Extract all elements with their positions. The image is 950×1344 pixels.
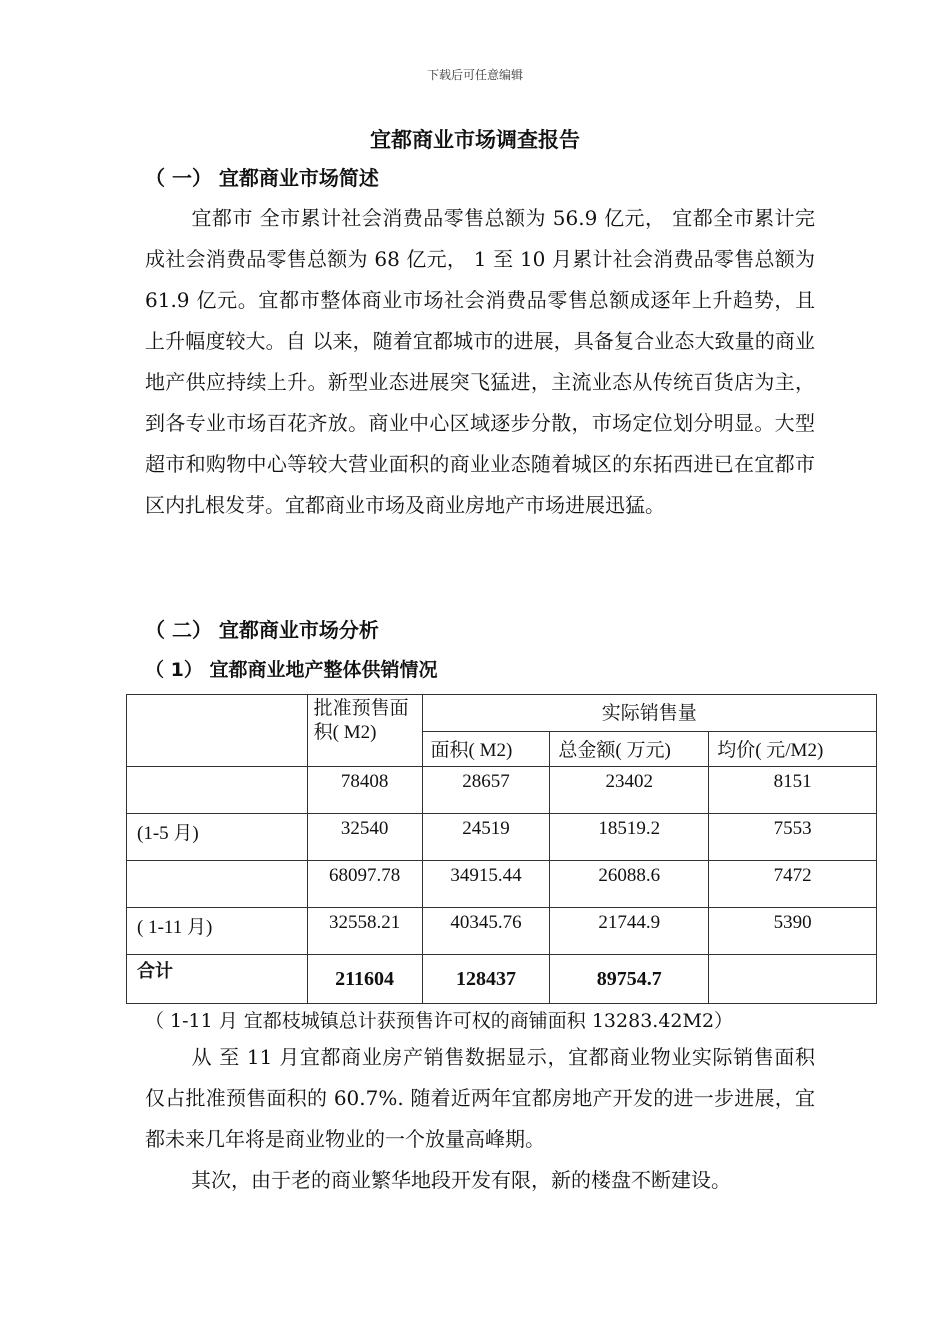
cell-amount: 23402	[550, 767, 709, 814]
section2-heading: （ 二） 宜都商业市场分析	[145, 618, 379, 642]
table-row	[127, 814, 877, 861]
cell-area: 34915.44	[422, 861, 550, 908]
cell-area: 24519	[422, 814, 550, 861]
cell-area: 28657	[422, 767, 550, 814]
cell-price: 8151	[709, 767, 877, 814]
cell-area: 40345.76	[422, 908, 550, 955]
section1-paragraph-text: 宜都市 全市累计社会消费品零售总额为 56.9 亿元， 宜都全市累计完成社会消费品零售总额为 68 亿元， 1 至 10 月累计社会消费品零售总额为 61.9 亿元。宜都市整体商业市场社会消费品零售总额成逐年上升趋势，且上升幅度较大。自 以来，随着宜都城市的进展，具备复合业态大致量的商业地产供应持续上升。新型业态进展突飞猛进，主流业态从传统百货店为主，到各专业市场百花齐放。商业中心区域逐步分散，市场定位划分明显。大型超市和购物中心等较大营业面积的商业业态随着城区的东拓西进已在宜都市区内扎根发芽。宜都商业市场及商业房地产市场进展迅猛。	[145, 206, 815, 517]
table-row	[127, 767, 877, 814]
total-amount: 89754.7	[550, 955, 709, 1004]
cell-price: 5390	[709, 908, 877, 955]
row-label: ( 1-11 月)	[127, 908, 308, 955]
row-label	[127, 767, 308, 814]
col-actual-header: 实际销售量	[422, 695, 876, 732]
row-label: (1-5 月)	[127, 814, 308, 861]
cell-amount: 21744.9	[550, 908, 709, 955]
col-approved-header: 批准预售面积( M2)	[307, 695, 422, 767]
cell-approved: 32558.21	[307, 908, 422, 955]
cell-approved: 32540	[307, 814, 422, 861]
table-row	[127, 861, 877, 908]
section1-heading: （ 一） 宜都商业市场简述	[145, 166, 379, 190]
table-row	[127, 908, 877, 955]
cell-amount: 18519.2	[550, 814, 709, 861]
total-area: 128437	[422, 955, 550, 1004]
cell-price: 7472	[709, 861, 877, 908]
cell-price: 7553	[709, 814, 877, 861]
total-price	[709, 955, 877, 1004]
section1-paragraph	[145, 198, 815, 526]
col-amount-header: 总金额( 万元)	[550, 732, 709, 767]
total-label: 合计	[127, 955, 308, 1004]
paragraph-3	[145, 1160, 815, 1201]
paragraph-2-text: 从 至 11 月宜都商业房产销售数据显示，宜都商业物业实际销售面积仅占批准预售面积的 60.7%. 随着近两年宜都房地产开发的进一步进展，宜都未来几年将是商业物业的一个放量高峰期。	[145, 1045, 815, 1151]
table-corner-cell	[127, 695, 308, 767]
document-title: 宜都商业市场调查报告	[370, 128, 580, 152]
row-label	[127, 861, 308, 908]
cell-amount: 26088.6	[550, 861, 709, 908]
paragraph-2	[145, 1037, 815, 1160]
table-total-row	[127, 955, 877, 1004]
col-area-header: 面积( M2)	[422, 732, 550, 767]
paragraph-3-text: 其次，由于老的商业繁华地段开发有限，新的楼盘不断建设。	[191, 1168, 731, 1192]
cell-approved: 68097.78	[307, 861, 422, 908]
page-header: 下载后可任意编辑	[426, 68, 523, 82]
col-price-header: 均价( 元/M2)	[709, 732, 877, 767]
total-approved: 211604	[307, 955, 422, 1004]
sales-table	[126, 694, 877, 1004]
section2-subheading: （ 1） 宜都商业地产整体供销情况	[145, 659, 438, 681]
table-note: （ 1-11 月 宜都枝城镇总计获预售许可权的商铺面积 13283.42M2）	[145, 1010, 734, 1032]
cell-approved: 78408	[307, 767, 422, 814]
